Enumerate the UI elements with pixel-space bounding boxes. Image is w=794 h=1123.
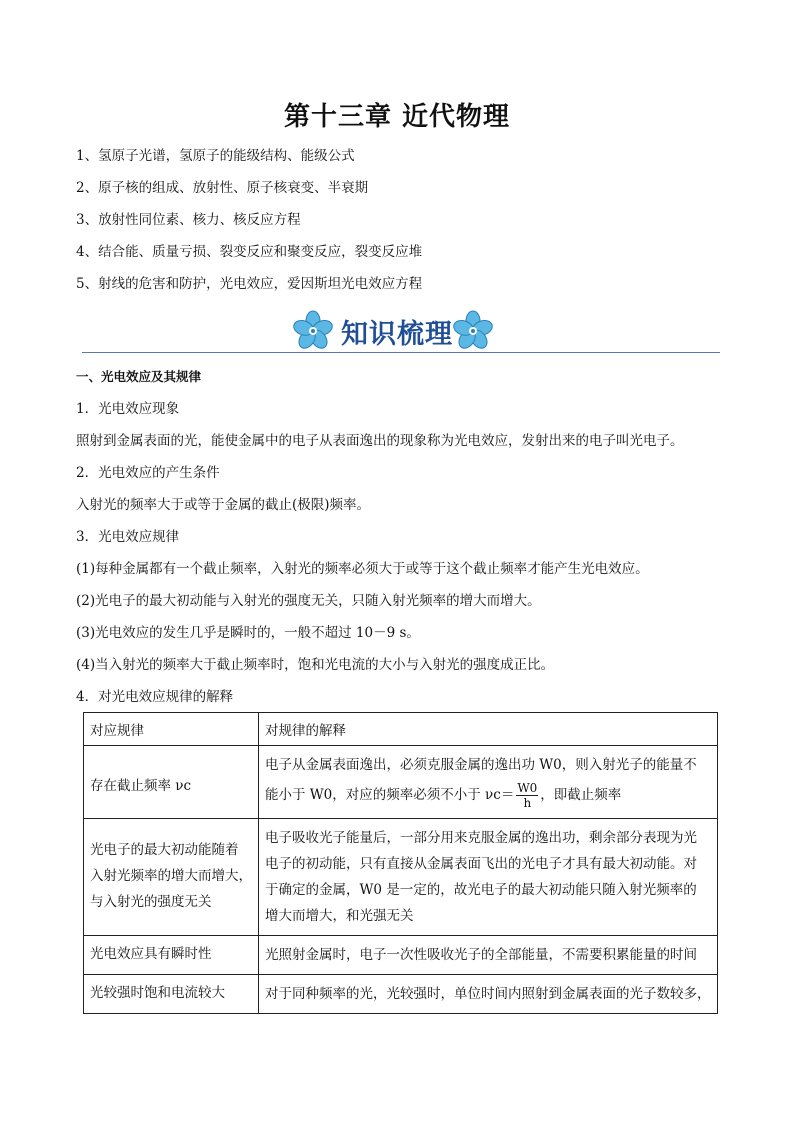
table-header-row <box>84 713 718 746</box>
section-divider <box>82 352 720 353</box>
cell-line <box>265 778 711 812</box>
rule-item: (3)光电效应的发生几乎是瞬时的，一般不超过 10－9 s。 <box>76 625 420 641</box>
table-cell-explanation: 光照射金属时，电子一次性吸收光子的全部能量，不需要积累能量的时间 <box>259 936 718 975</box>
table-cell-rule: 光较强时饱和电流较大 <box>84 975 259 1014</box>
fraction <box>516 781 538 810</box>
table-row <box>84 936 718 975</box>
table-row <box>84 975 718 1014</box>
subheading: 2．光电效应的产生条件 <box>76 465 220 481</box>
cell-line: 光电子的最大初动能随着 <box>90 842 239 858</box>
paragraph: 入射光的频率大于或等于金属的截止(极限)频率。 <box>76 497 371 513</box>
fraction-numerator: W0 <box>517 781 538 795</box>
page-title: 第十三章 近代物理 <box>283 102 511 132</box>
paragraph: 照射到金属表面的光，能使金属中的电子从表面逸出的现象称为光电效应，发射出来的电子叫光电子。 <box>76 433 684 449</box>
cell-line: 增大而增大，和光强无关 <box>265 908 414 924</box>
cell-line: 于确定的金属，W0 是一定的，故光电子的最大初动能只随入射光频率的 <box>265 882 697 898</box>
outline-item: 4、结合能、质量亏损、裂变反应和聚变反应，裂变反应堆 <box>76 244 423 260</box>
flower-icon <box>452 310 494 352</box>
outline-item: 1、氢原子光谱，氢原子的能级结构、能级公式 <box>76 148 355 164</box>
table-header: 对规律的解释 <box>259 713 718 746</box>
outline-item: 2、原子核的组成、放射性、原子核衰变、半衰期 <box>76 180 369 196</box>
table-cell-rule: 存在截止频率 νc <box>84 746 259 819</box>
subheading: 1．光电效应现象 <box>76 401 180 417</box>
rule-item: (4)当入射光的频率大于截止频率时，饱和光电流的大小与入射光的强度成正比。 <box>76 657 555 673</box>
banner-title: 知识梳理 <box>341 319 453 350</box>
table-row <box>84 746 718 819</box>
cell-line: 电子吸收光子能量后，一部分用来克服金属的逸出功，剩余部分表现为光 <box>265 830 697 846</box>
table-header: 对应规律 <box>84 713 259 746</box>
cell-line: 电子从金属表面逸出，必须克服金属的逸出功 W0，则入射光子的能量不 <box>265 757 697 773</box>
table-cell-explanation: 对于同种频率的光，光较强时，单位时间内照射到金属表面的光子数较多， <box>259 975 718 1014</box>
table-cell-rule <box>84 819 259 936</box>
chapter-outline <box>76 146 422 306</box>
subheading: 4．对光电效应规律的解释 <box>76 689 234 705</box>
rule-item: (2)光电子的最大初动能与入射光的强度无关，只随入射光频率的增大而增大。 <box>76 593 541 609</box>
table-row <box>84 819 718 936</box>
table-cell-explanation <box>259 819 718 936</box>
subheading: 3．光电效应规律 <box>76 529 180 545</box>
rule-item: (1)每种金属都有一个截止频率，入射光的频率必须大于或等于这个截止频率才能产生光电效应。 <box>76 561 649 577</box>
outline-item: 3、放射性同位素、核力、核反应方程 <box>76 212 301 228</box>
cell-line: 入射光频率的增大而增大， <box>90 868 252 884</box>
section-body <box>76 366 716 718</box>
cell-text: ，即截止频率 <box>540 787 622 803</box>
cell-text: 能小于 W0，对应的频率必须不小于 νc＝ <box>265 787 515 803</box>
cell-line: 电子的初动能，只有直接从金属表面飞出的光电子才具有最大初动能。对 <box>265 856 697 872</box>
section-heading: 一、光电效应及其规律 <box>76 369 202 384</box>
fraction-denominator: h <box>523 796 532 810</box>
table-cell-rule: 光电效应具有瞬时性 <box>84 936 259 975</box>
explanation-table <box>83 712 718 1014</box>
table-cell-explanation <box>259 746 718 819</box>
cell-line: 与入射光的强度无关 <box>90 894 212 910</box>
outline-item: 5、射线的危害和防护，光电效应，爱因斯坦光电效应方程 <box>76 276 423 292</box>
